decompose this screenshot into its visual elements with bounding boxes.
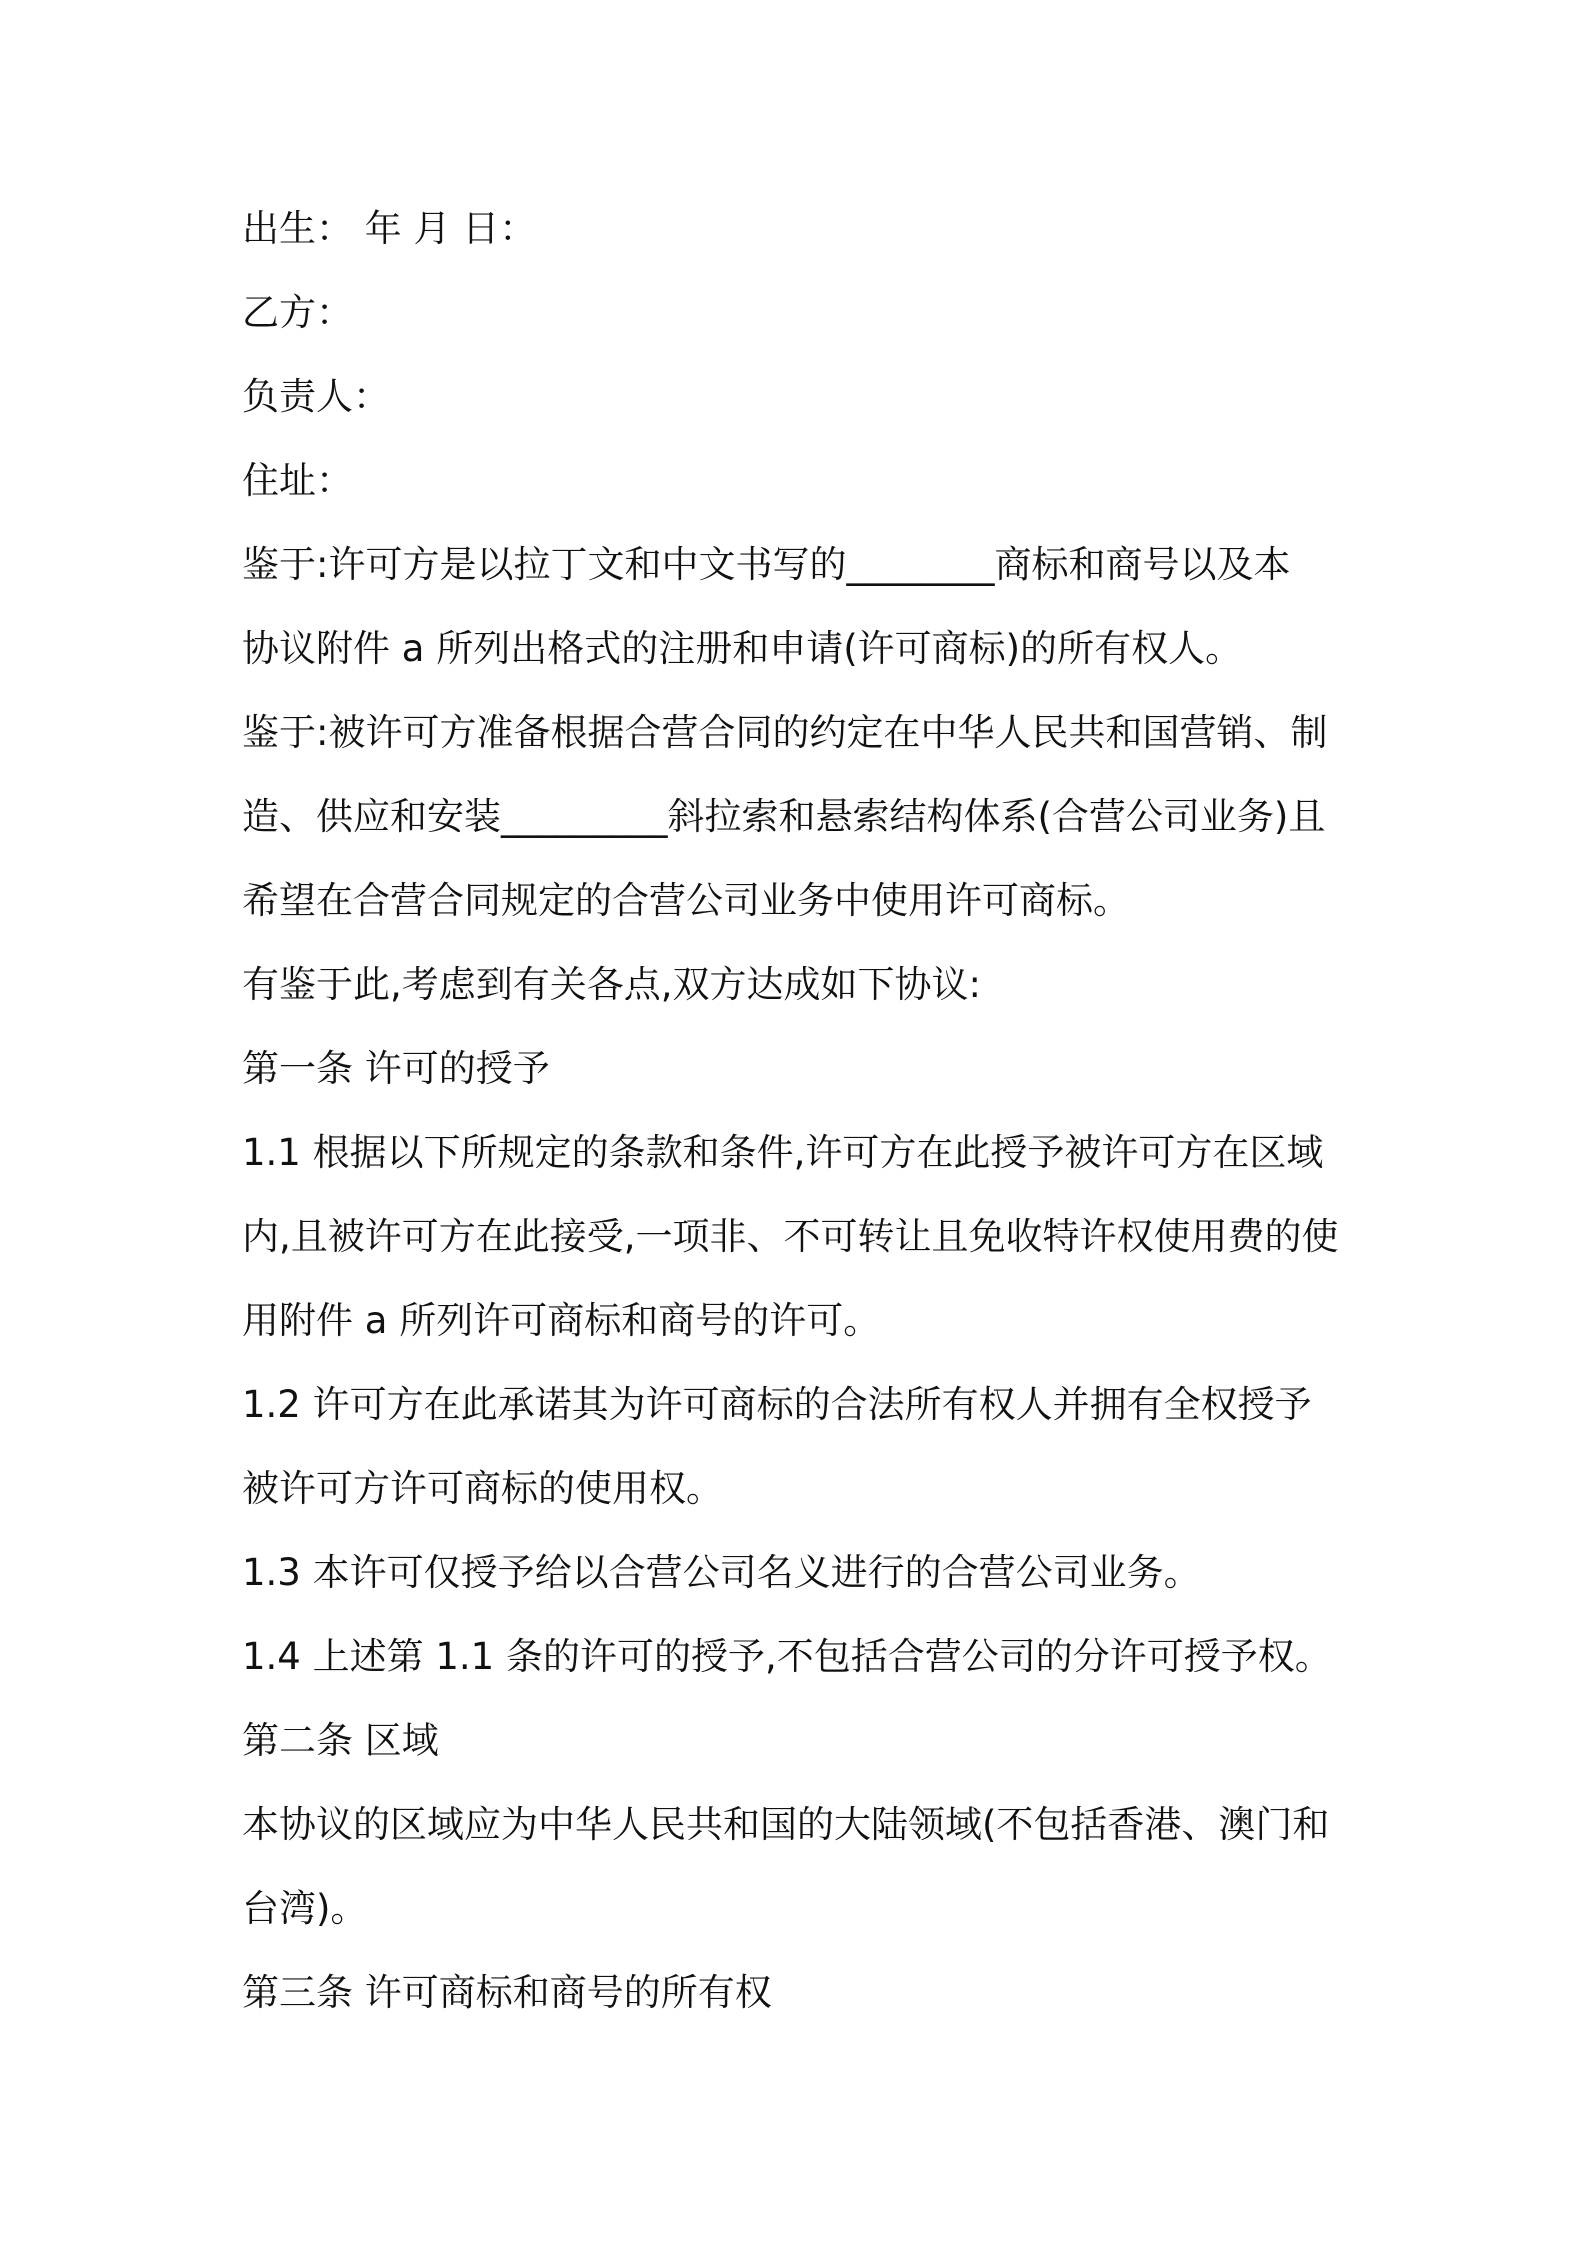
recital-2-line-2: 造、供应和安装_________斜拉索和悬索结构体系(合营公司业务)且 bbox=[242, 795, 1326, 838]
article-3-heading: 第三条 许可商标和商号的所有权 bbox=[242, 1971, 772, 2014]
recital-2-line-3: 希望在合营合同规定的合营公司业务中使用许可商标。 bbox=[242, 879, 1130, 922]
article-2-text-line-2: 台湾)。 bbox=[242, 1887, 368, 1930]
responsible-person-line: 负责人： bbox=[242, 375, 390, 418]
address-line: 住址： bbox=[242, 459, 353, 502]
recital-1-line-2: 协议附件 a 所列出格式的注册和申请(许可商标)的所有权人。 bbox=[242, 627, 1243, 670]
party-b-line: 乙方： bbox=[242, 291, 353, 334]
recital-1-line-1: 鉴于:许可方是以拉丁文和中文书写的________商标和商号以及本 bbox=[242, 543, 1291, 586]
clause-1-1-line-1: 1.1 根据以下所规定的条款和条件,许可方在此授予被许可方在区域 bbox=[242, 1131, 1324, 1174]
clause-1-1-line-3: 用附件 a 所列许可商标和商号的许可。 bbox=[242, 1299, 881, 1342]
agreement-intro: 有鉴于此,考虑到有关各点,双方达成如下协议: bbox=[242, 963, 981, 1006]
article-2-text-line-1: 本协议的区域应为中华人民共和国的大陆领域(不包括香港、澳门和 bbox=[242, 1803, 1330, 1846]
recital-2-line-1: 鉴于:被许可方准备根据合营合同的约定在中华人民共和国营销、制 bbox=[242, 711, 1328, 754]
clause-1-2-line-2: 被许可方许可商标的使用权。 bbox=[242, 1467, 723, 1510]
article-2-heading: 第二条 区域 bbox=[242, 1719, 439, 1762]
clause-1-3: 1.3 本许可仅授予给以合营公司名义进行的合营公司业务。 bbox=[242, 1551, 1201, 1594]
article-1-heading: 第一条 许可的授予 bbox=[242, 1047, 550, 1090]
birth-date-line: 出生： 年 月 日： bbox=[242, 207, 537, 250]
clause-1-4: 1.4 上述第 1.1 条的许可的授予,不包括合营公司的分许可授予权。 bbox=[242, 1635, 1332, 1678]
clause-1-1-line-2: 内,且被许可方在此接受,一项非、不可转让且免收特许权使用费的使 bbox=[242, 1215, 1339, 1258]
clause-1-2-line-1: 1.2 许可方在此承诺其为许可商标的合法所有权人并拥有全权授予 bbox=[242, 1383, 1312, 1426]
